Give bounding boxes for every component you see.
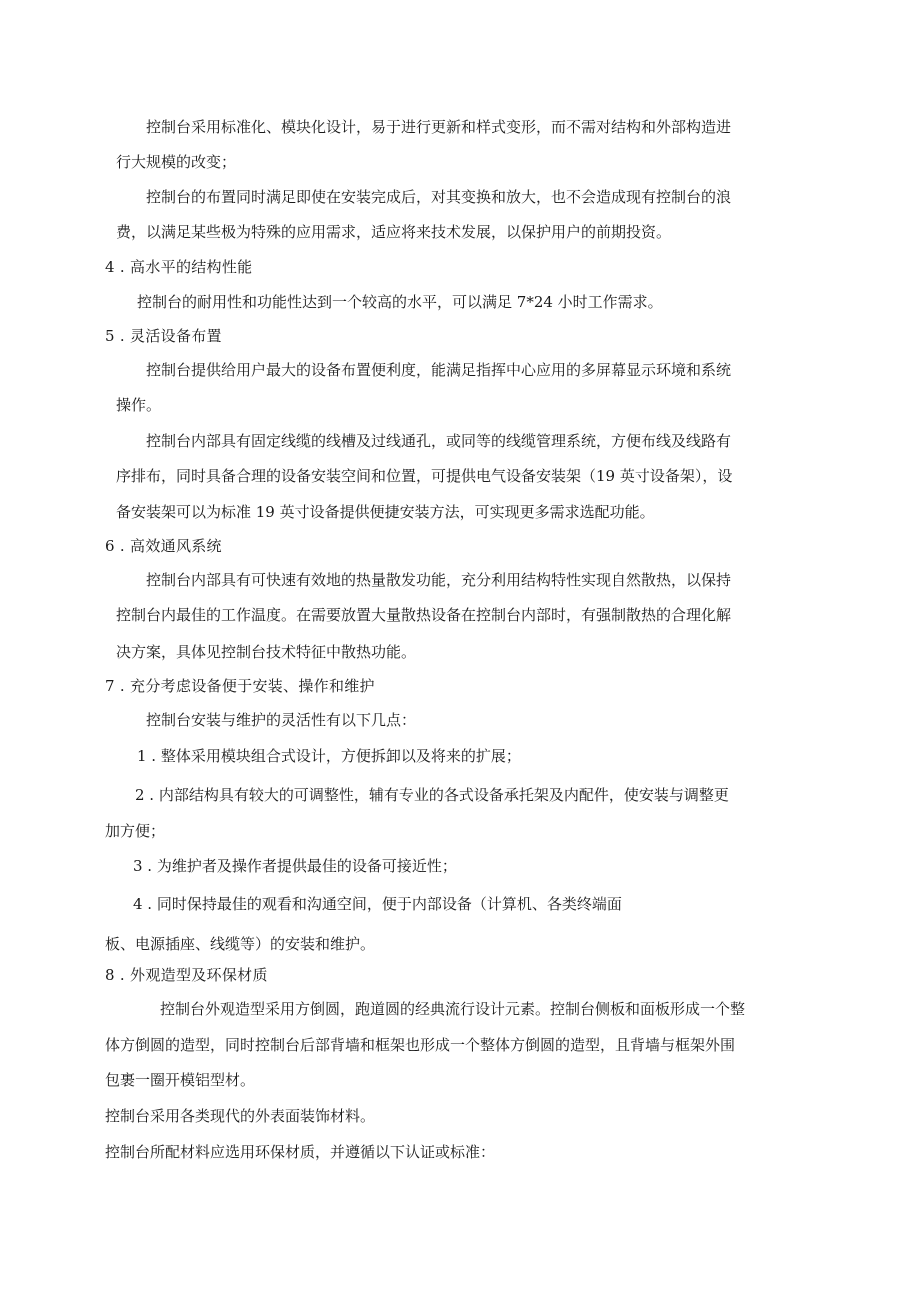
list-item: 3 . 为维护者及操作者提供最佳的设备可接近性； bbox=[133, 857, 457, 875]
paragraph-line: 序排布，同时具备合理的设备安装空间和位置，可提供电气设备安装架（19 英寸设备架），设 bbox=[116, 467, 733, 485]
paragraph-line: 控制台内部具有可快速有效地的热量散发功能，充分利用结构特性实现自然散热，以保持 bbox=[146, 571, 732, 589]
paragraph-line: 控制台提供给用户最大的设备布置便利度，能满足指挥中心应用的多屏幕显示环境和系统 bbox=[146, 361, 732, 379]
paragraph-line: 加方便； bbox=[105, 822, 166, 840]
paragraph-line: 控制台安装与维护的灵活性有以下几点： bbox=[146, 711, 417, 729]
section-heading: 8 . 外观造型及环保材质 bbox=[105, 966, 268, 984]
list-item: 4 . 同时保持最佳的观看和沟通空间，便于内部设备（计算机、各类终端面 bbox=[133, 895, 622, 913]
paragraph-line: 行大规模的改变； bbox=[116, 153, 237, 171]
paragraph-line: 控制台的布置同时满足即使在安装完成后，对其变换和放大，也不会造成现有控制台的浪 bbox=[146, 188, 732, 206]
paragraph-line: 控制台的耐用性和功能性达到一个较高的水平，可以满足 7*24 小时工作需求。 bbox=[137, 293, 663, 311]
paragraph-line: 控制台所配材料应选用环保材质，并遵循以下认证或标准： bbox=[105, 1143, 496, 1161]
section-heading: 6 . 高效通风系统 bbox=[105, 537, 222, 555]
paragraph-line: 控制台采用各类现代的外表面装饰材料。 bbox=[105, 1107, 376, 1125]
paragraph-line: 决方案，具体见控制台技术特征中散热功能。 bbox=[116, 643, 417, 661]
paragraph-line: 费，以满足某些极为特殊的应用需求，适应将来技术发展，以保护用户的前期投资。 bbox=[116, 223, 672, 241]
section-heading: 4 . 高水平的结构性能 bbox=[105, 258, 253, 276]
section-heading: 5 . 灵活设备布置 bbox=[105, 327, 222, 345]
paragraph-line: 体方倒圆的造型，同时控制台后部背墙和框架也形成一个整体方倒圆的造型，且背墙与框架外围 bbox=[105, 1036, 736, 1054]
paragraph-line: 控制台内部具有固定线缆的线槽及过线通孔，或同等的线缆管理系统，方便布线及线路有 bbox=[146, 432, 732, 450]
paragraph-line: 控制台采用标准化、模块化设计，易于进行更新和样式变形，而不需对结构和外部构造进 bbox=[146, 118, 732, 136]
list-item: 2 . 内部结构具有较大的可调整性，辅有专业的各式设备承托架及内配件，使安装与调整更 bbox=[135, 786, 729, 804]
list-item: 1 . 整体采用模块组合式设计，方便拆卸以及将来的扩展； bbox=[137, 747, 521, 765]
paragraph-line: 操作。 bbox=[116, 396, 162, 414]
paragraph-line: 控制台内最佳的工作温度。在需要放置大量散热设备在控制台内部时，有强制散热的合理化解 bbox=[116, 606, 732, 624]
paragraph-line: 板、电源插座、线缆等）的安装和维护。 bbox=[105, 935, 376, 953]
paragraph-line: 控制台外观造型采用方倒圆，跑道圆的经典流行设计元素。控制台侧板和面板形成一个整 bbox=[160, 1000, 746, 1018]
section-heading: 7 . 充分考虑设备便于安装、操作和维护 bbox=[105, 677, 375, 695]
paragraph-line: 包裹一圈开模铝型材。 bbox=[105, 1071, 256, 1089]
paragraph-line: 备安装架可以为标准 19 英寸设备提供便捷安装方法，可实现更多需求选配功能。 bbox=[116, 503, 655, 521]
